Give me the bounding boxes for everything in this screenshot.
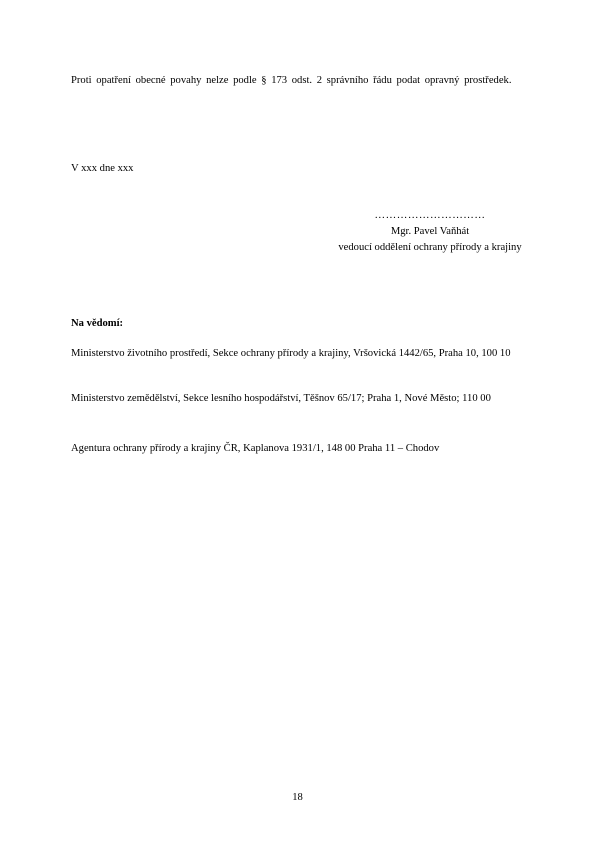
recipient-item: Agentura ochrany přírody a krajiny ČR, Kaplanova 1931/1, 148 00 Praha 11 – Chodov — [71, 443, 440, 454]
recipient-item: Ministerstvo životního prostředí, Sekce ochrany přírody a krajiny, Vršovická 1442/65, Praha 10, 100 10 — [71, 348, 511, 359]
place-and-date-line: V xxx dne xxx — [71, 163, 134, 174]
recipient-item: Ministerstvo zemědělství, Sekce lesního hospodářství, Těšnov 65/17; Praha 1, Nové Město; 110 00 — [71, 393, 491, 404]
signature-line: ………………………… — [374, 210, 486, 221]
signatory-title: vedoucí oddělení ochrany přírody a krajiny — [338, 242, 522, 253]
signatory-name: Mgr. Pavel Vaňhát — [390, 226, 470, 237]
recipients-heading: Na vědomí: — [71, 318, 124, 329]
legal-notice-paragraph: Proti opatření obecné povahy nelze podle § 173 odst. 2 správního řádu podat opravný prostředek. — [71, 75, 512, 86]
signature-block — [290, 208, 570, 256]
page-number: 18 — [292, 792, 303, 803]
